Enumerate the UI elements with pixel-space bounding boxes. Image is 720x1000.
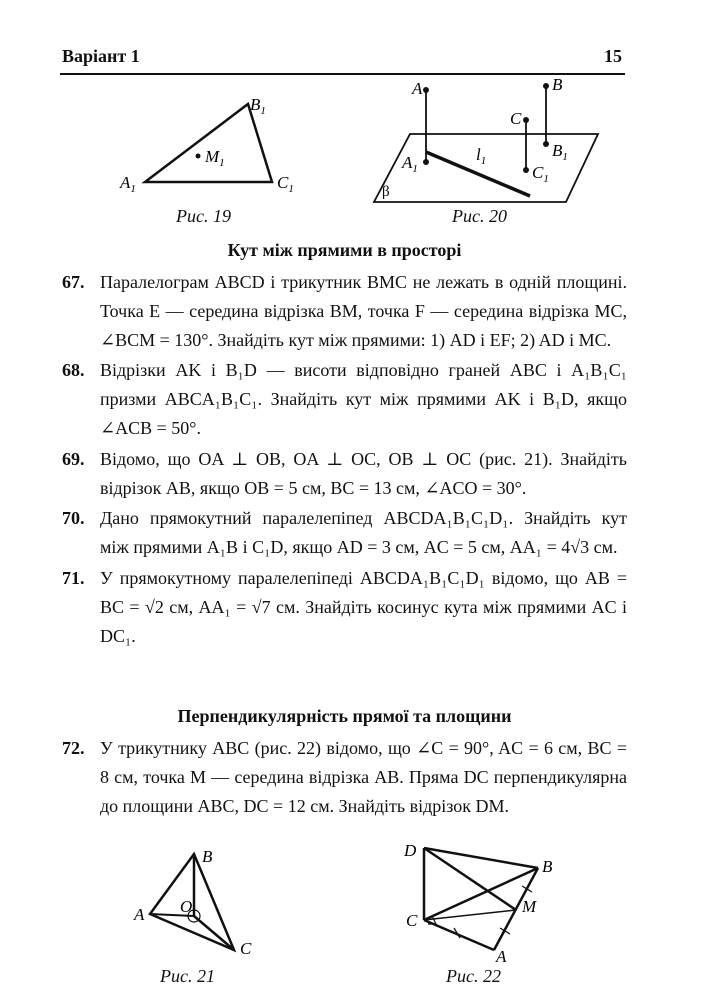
label-a1: $A_1$ xyxy=(402,153,418,175)
problem-71 xyxy=(62,564,627,650)
page-number: 15 xyxy=(604,46,622,66)
label-b: B xyxy=(202,847,213,866)
label-a: A xyxy=(134,905,145,924)
label-a: A xyxy=(412,79,423,98)
figure-22-caption: Рис. 22 xyxy=(446,966,501,986)
label-a1: $A_1$ xyxy=(120,173,136,195)
problem-list-perpendicularity xyxy=(62,734,627,822)
label-b1: $B_1$ xyxy=(552,141,568,163)
problem-text: У прямокутному паралелепіпеді ABCDA₁B₁C₁D₁ відомо, що AB = BC = √2 см, AA₁ = √7 см. Знайдіть косинус кута між прямими AC і DC₁. xyxy=(100,567,627,646)
segment-cb xyxy=(424,868,538,920)
label-c: C xyxy=(510,109,522,128)
page-header xyxy=(62,46,622,67)
label-m: M xyxy=(522,897,537,916)
problem-68 xyxy=(62,356,627,442)
problem-text: У трикутнику ABC (рис. 22) відомо, що ∠C = 90°, AC = 6 см, BC = 8 см, точка M — середина відрізка AB. Пряма DC перпендикулярна до площини ABC, DC = 12 см. Знайдіть відрізок DM. xyxy=(100,738,627,816)
triangle-a1b1c1 xyxy=(145,104,272,182)
label-b: B xyxy=(542,857,553,876)
problem-number: 72. xyxy=(62,738,85,758)
label-a: A xyxy=(496,947,507,963)
figure-19 xyxy=(110,92,310,202)
problem-number: 70. xyxy=(62,508,85,529)
section-title-angles: Кут між прямими в просторі xyxy=(227,240,462,260)
label-c: C xyxy=(240,939,252,958)
label-beta: β xyxy=(382,184,390,200)
label-c1: $C_1$ xyxy=(532,163,549,185)
figure-19-caption: Рис. 19 xyxy=(176,206,231,226)
label-c1: $C_1$ xyxy=(277,173,294,195)
label-m1: $M_1$ xyxy=(205,147,225,169)
segment-db xyxy=(424,848,538,868)
problem-70 xyxy=(62,504,627,562)
label-o: O xyxy=(180,897,193,916)
header-section: Варіант 1 xyxy=(62,46,140,66)
figure-21-caption: Рис. 21 xyxy=(160,966,215,986)
problem-number: 69. xyxy=(62,448,85,469)
label-b1: $B_1$ xyxy=(250,95,266,117)
problem-number: 68. xyxy=(62,360,85,381)
problem-text: Відрізки AK і B₁D — висоти відповідно граней ABC і A₁B₁C₁ призми ABCA₁B₁C₁. Знайдіть кут між прямими AK і B₁D, якщо ∠ACB = 50°. xyxy=(100,360,627,438)
figure-22 xyxy=(396,838,576,963)
problem-69 xyxy=(62,445,627,503)
figure-20-caption: Рис. 20 xyxy=(452,206,507,226)
point-m1 xyxy=(196,154,201,159)
problem-number: 67. xyxy=(62,272,85,292)
problem-list-angles xyxy=(62,268,627,652)
problem-text: Паралелограм ABCD і трикутник BMC не лежать в одній площині. Точка E — середина відрізка BM, точка F — середина відрізка MC, ∠BCM = 130°. Знайдіть кут між прямими: 1) AD і EF; 2) AD і MC. xyxy=(100,272,627,350)
label-b: B xyxy=(552,75,563,94)
problem-67 xyxy=(62,268,627,354)
figure-21 xyxy=(128,840,268,965)
label-c: C xyxy=(406,911,418,930)
problem-number: 71. xyxy=(62,567,85,588)
problem-72 xyxy=(62,734,627,820)
figure-20 xyxy=(360,72,610,212)
section-title-perpendicularity: Перпендикулярність прямої та площини xyxy=(177,706,512,726)
label-d: D xyxy=(404,841,417,860)
label-l1: $l_1$ xyxy=(476,145,487,167)
problem-text: Дано прямокутний паралелепіпед ABCDA₁B₁C₁D₁. Знайдіть кут між прямими A₁B і C₁D, якщо AD = 3 см, AC = 5 см, AA₁ = 4√3 см. xyxy=(100,508,627,558)
problem-text: Відомо, що OA ⊥ OB, OA ⊥ OC, OB ⊥ OC (рис. 21). Знайдіть відрізок AB, якщо OB = 5 см, BC = 13 см, ∠ACO = 30°. xyxy=(100,448,627,498)
